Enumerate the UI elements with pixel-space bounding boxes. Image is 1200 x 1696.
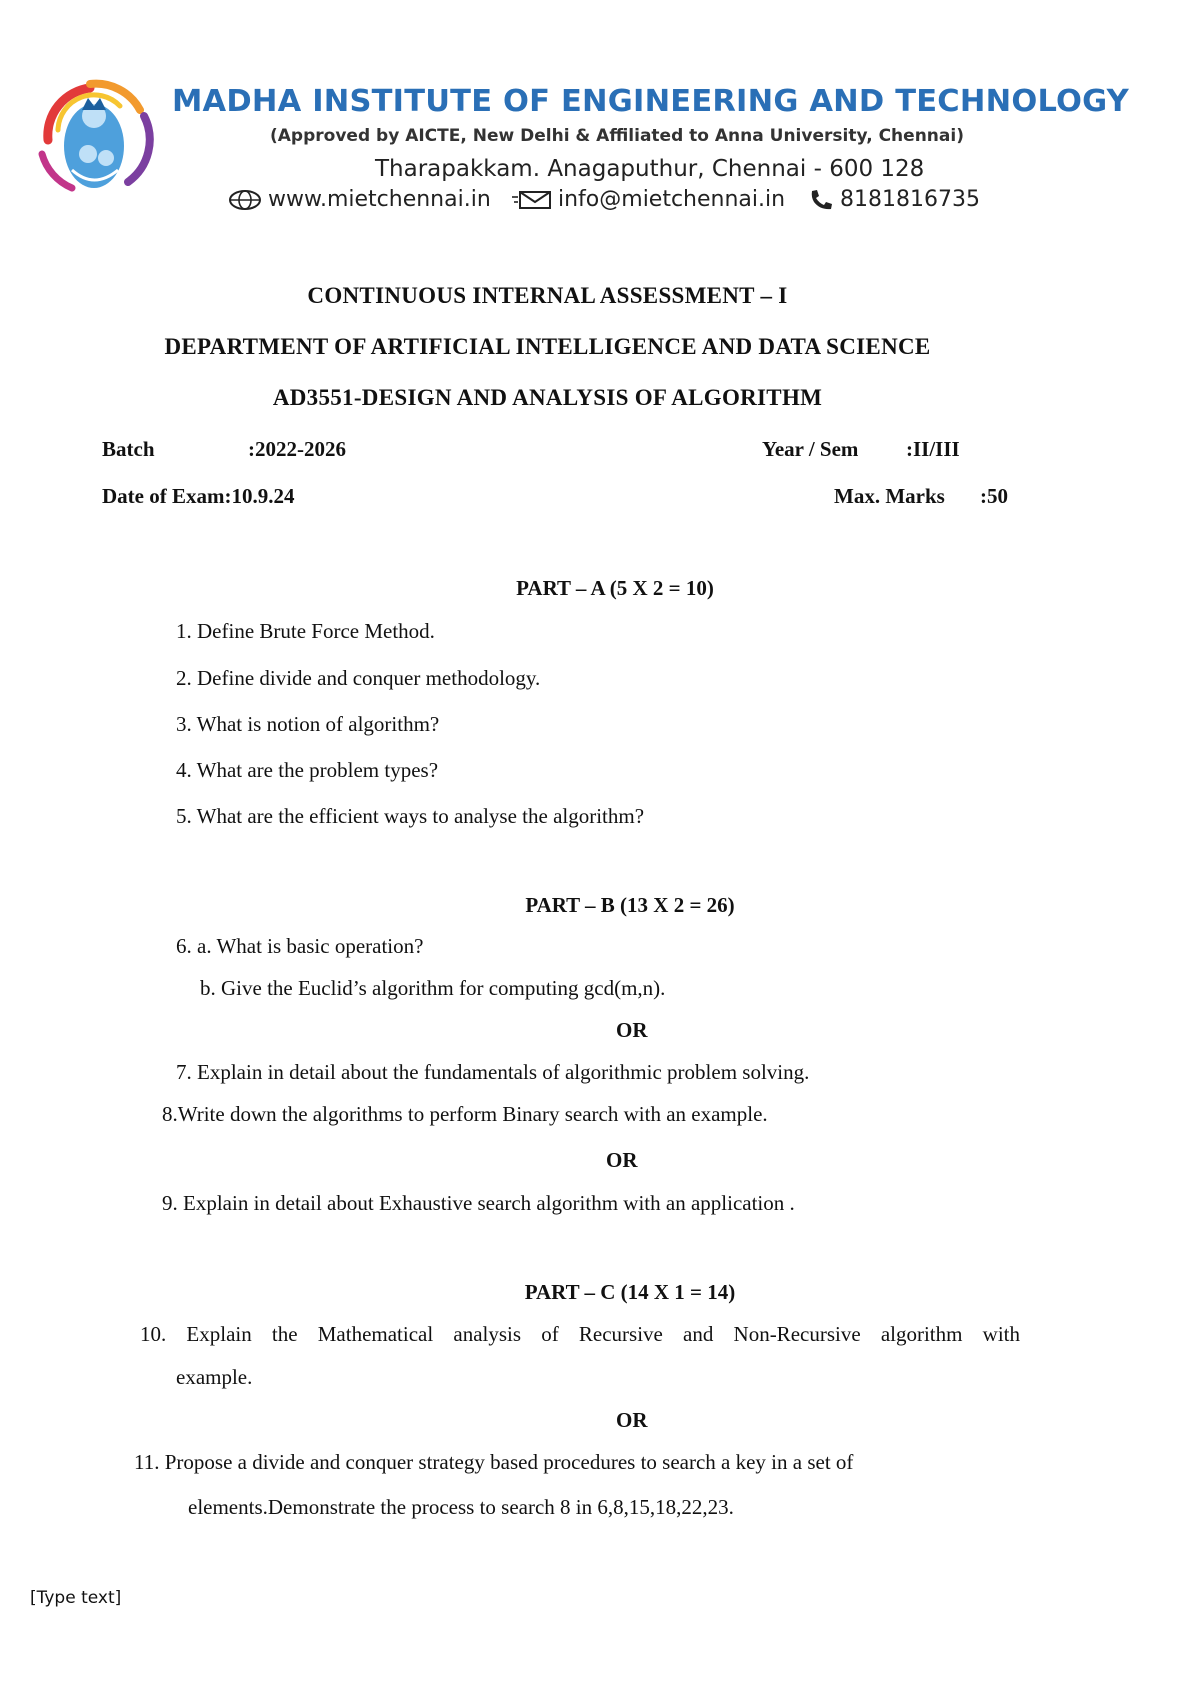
institution-name: MADHA INSTITUTE OF ENGINEERING AND TECHNOLOGY — [172, 84, 1129, 119]
exam-date — [102, 484, 294, 509]
date-value: :10.9.24 — [224, 484, 295, 508]
exam-title: CONTINUOUS INTERNAL ASSESSMENT – I — [307, 283, 788, 308]
part-b-question-8: 8.Write down the algorithms to perform Binary search with an example. — [162, 1102, 768, 1126]
part-b-question-7: 7. Explain in detail about the fundamentals of algorithmic problem solving. — [176, 1060, 810, 1084]
institution-approval: (Approved by AICTE, New Delhi & Affiliated to Anna University, Chennai) — [270, 126, 964, 146]
department-title: DEPARTMENT OF ARTIFICIAL INTELLIGENCE AND DATA SCIENCE — [164, 334, 931, 359]
part-a-question-2: 2. Define divide and conquer methodology. — [176, 666, 541, 690]
part-b-or-1: OR — [616, 1018, 648, 1042]
part-c-question-10-line-1: 10. Explain the Mathematical analysis of Recursive and Non-Recursive algorithm with — [140, 1322, 1020, 1346]
batch-label: Batch — [102, 437, 155, 461]
website-contact — [228, 187, 491, 212]
part-c-question-11-line-1: 11. Propose a divide and conquer strategy based procedures to search a key in a set of — [134, 1450, 854, 1474]
footer-placeholder: [Type text] — [30, 1588, 122, 1608]
email-text: info@mietchennai.in — [558, 187, 786, 212]
part-c-question-10-line-2: example. — [176, 1365, 253, 1389]
part-a-question-1: 1. Define Brute Force Method. — [176, 619, 435, 643]
year-sem-value: :II/III — [906, 437, 960, 461]
website-text: www.mietchennai.in — [268, 187, 491, 212]
phone-text: 8181816735 — [840, 187, 980, 212]
max-marks-value: :50 — [980, 484, 1008, 508]
part-c-question-11-line-2: elements.Demonstrate the process to search 8 in 6,8,15,18,22,23. — [188, 1495, 734, 1519]
date-label: Date of Exam — [102, 484, 225, 508]
batch-value: :2022-2026 — [248, 437, 346, 461]
part-a-question-3: 3. What is notion of algorithm? — [176, 712, 440, 736]
part-b-question-9: 9. Explain in detail about Exhaustive search algorithm with an application . — [162, 1191, 795, 1215]
phone-contact — [808, 187, 980, 212]
part-c-heading: PART – C (14 X 1 = 14) — [524, 1280, 736, 1304]
part-b-heading: PART – B (13 X 2 = 26) — [525, 893, 735, 917]
institution-logo — [28, 70, 163, 200]
part-b-question-6a: 6. a. What is basic operation? — [176, 934, 424, 958]
envelope-icon — [512, 189, 552, 211]
course-title: AD3551-DESIGN AND ANALYSIS OF ALGORITHM — [272, 385, 823, 410]
part-c-or: OR — [616, 1408, 648, 1432]
institution-address: Tharapakkam. Anagaputhur, Chennai - 600 128 — [375, 156, 925, 182]
year-sem-label: Year / Sem — [762, 437, 859, 461]
part-a-heading: PART – A (5 X 2 = 10) — [516, 576, 714, 600]
part-b-or-2: OR — [606, 1148, 638, 1172]
max-marks-label: Max. Marks — [834, 484, 945, 508]
email-contact — [512, 187, 785, 212]
globe-icon — [228, 189, 262, 211]
part-a-question-5: 5. What are the efficient ways to analyse the algorithm? — [176, 804, 645, 828]
part-b-question-6b: b. Give the Euclid’s algorithm for computing gcd(m,n). — [200, 976, 666, 1000]
phone-icon — [808, 188, 834, 212]
part-a-question-4: 4. What are the problem types? — [176, 758, 439, 782]
